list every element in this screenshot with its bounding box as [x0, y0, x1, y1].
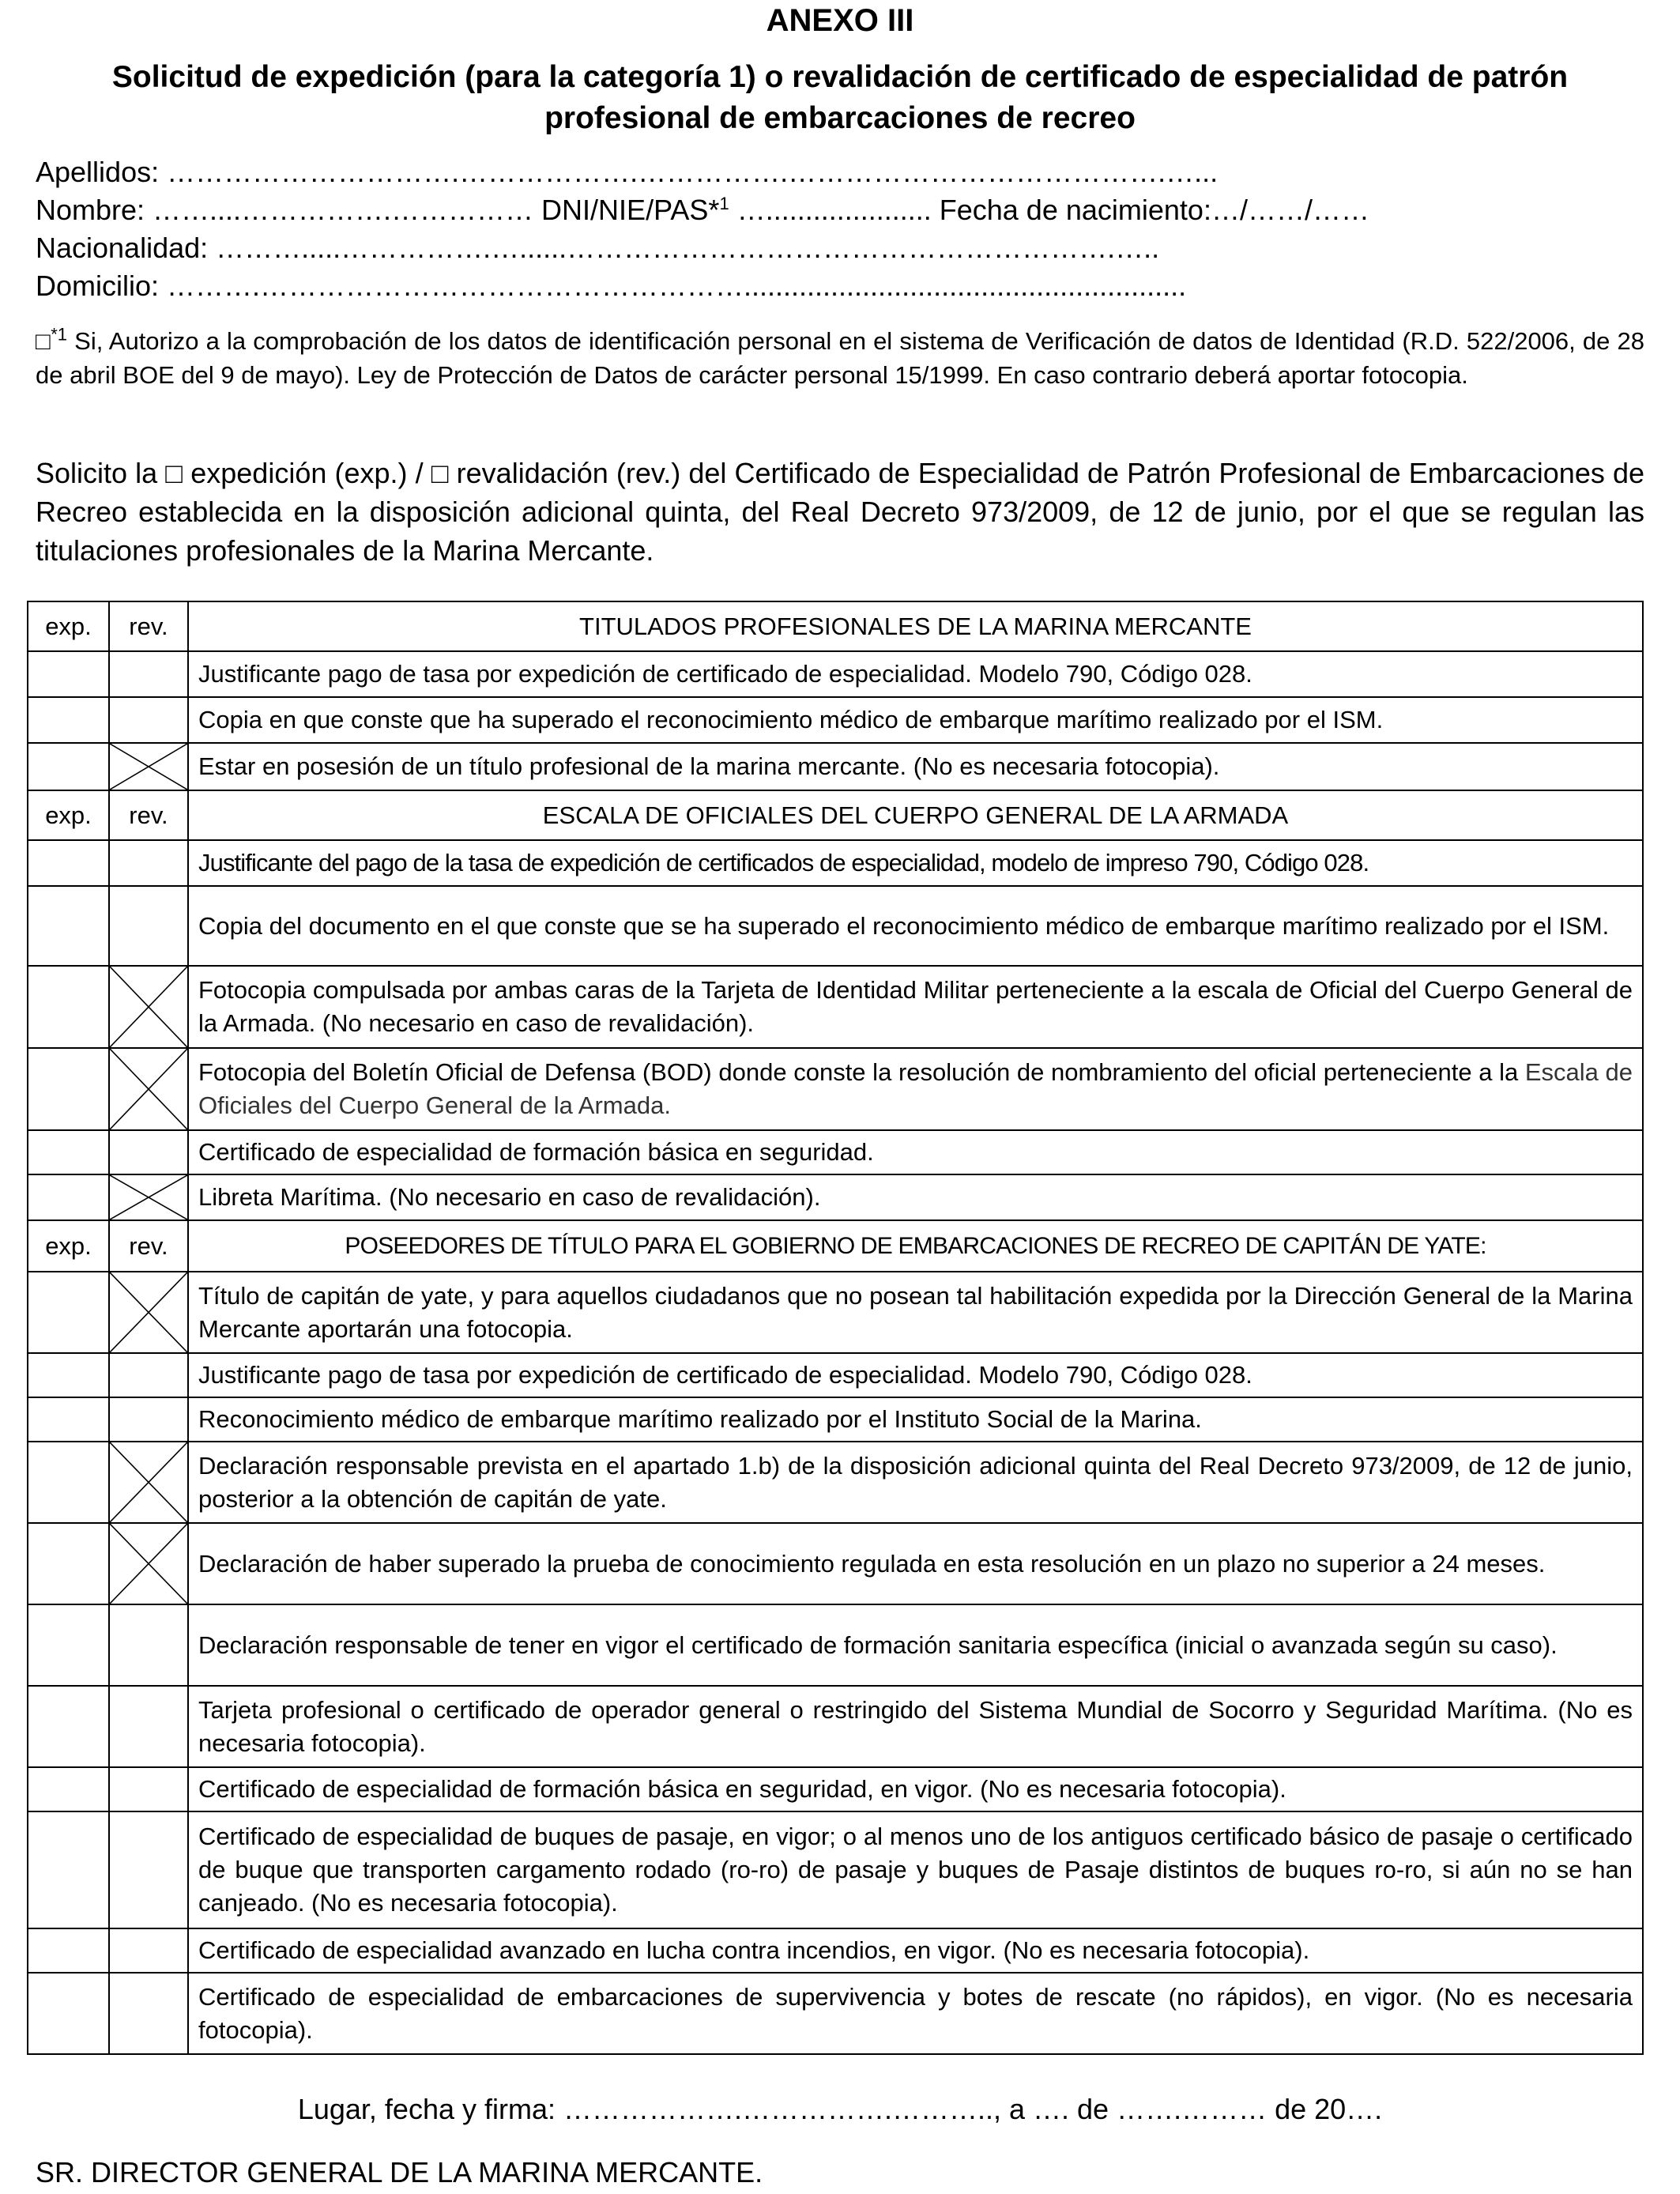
exp-checkbox[interactable]	[28, 886, 109, 966]
requirement-text: Justificante del pago de la tasa de expedición de certificados de especialidad, modelo de impreso 790, Código 028.	[188, 840, 1643, 886]
col-exp-label: exp.	[28, 790, 109, 840]
domicilio-field[interactable]: Domicilio: ……….……………………………………………........................................................	[36, 270, 1187, 302]
requirement-text: Copia en que conste que ha superado el reconocimiento médico de embarque marítimo realizado por el ISM.	[188, 697, 1643, 743]
requirement-text: Certificado de especialidad de formación básica en seguridad.	[188, 1130, 1643, 1174]
table-row	[28, 1928, 1643, 1973]
apellidos-field[interactable]: Apellidos: ………………………….……………….…………….………………………………….…...	[36, 156, 1219, 188]
addressee: SR. DIRECTOR GENERAL DE LA MARINA MERCANTE.	[36, 2156, 763, 2188]
consent-text: Si, Autorizo a la comprobación de los datos de identificación personal en el sistema de Verificación de datos de Identidad (R.D. 522/2006, de 28 de abril BOE del 9 de mayo). Ley de Protección de Datos de carácter personal 15/1999. En caso contrario deberá aportar fotocopia.	[36, 327, 1644, 389]
cross-out-icon	[110, 967, 187, 1047]
exp-checkbox[interactable]	[28, 1353, 109, 1397]
personal-data-fields	[36, 153, 1369, 305]
cross-out-icon	[110, 1175, 187, 1220]
table-row	[28, 1686, 1643, 1767]
requirement-text: Reconocimiento médico de embarque marítimo realizado por el Instituto Social de la Marina.	[188, 1397, 1643, 1442]
table-row	[28, 1442, 1643, 1523]
exp-checkbox[interactable]	[28, 1442, 109, 1523]
table-row	[28, 1973, 1643, 2054]
rev-crossed-out-cell	[109, 966, 188, 1048]
table-row	[28, 966, 1643, 1048]
requirement-text: Libreta Marítima. (No necesario en caso de revalidación).	[188, 1174, 1643, 1220]
place-date-signature-line[interactable]: Lugar, fecha y firma: ……………….…………….……….., a …. de …….……… de 20….	[297, 2093, 1383, 2125]
exp-checkbox[interactable]	[28, 1523, 109, 1604]
exp-checkbox[interactable]	[28, 743, 109, 790]
rev-checkbox[interactable]	[109, 1973, 188, 2054]
table-row	[28, 1174, 1643, 1220]
rev-checkbox[interactable]	[109, 886, 188, 966]
footnote-ref: 1	[719, 194, 729, 213]
section-header-row	[28, 1220, 1643, 1272]
exp-checkbox[interactable]	[28, 1686, 109, 1767]
table-row	[28, 1811, 1643, 1928]
rev-checkbox[interactable]	[109, 697, 188, 743]
exp-checkbox[interactable]	[28, 651, 109, 697]
table-row	[28, 1397, 1643, 1442]
requirement-text: Tarjeta profesional o certificado de operador general o restringido del Sistema Mundial de Socorro y Seguridad Marítima. (No es necesaria fotocopia).	[188, 1686, 1643, 1767]
rev-crossed-out-cell	[109, 1523, 188, 1604]
requirement-text: Declaración responsable de tener en vigor el certificado de formación sanitaria específica (inicial o avanzada según su caso).	[188, 1604, 1643, 1686]
col-rev-label: rev.	[109, 601, 188, 651]
requirement-text: Estar en posesión de un título profesional de la marina mercante. (No es necesaria fotocopia).	[188, 743, 1643, 790]
table-row	[28, 1604, 1643, 1686]
requirement-text: Certificado de especialidad de formación básica en seguridad, en vigor. (No es necesaria fotocopia).	[188, 1767, 1643, 1811]
col-rev-label: rev.	[109, 790, 188, 840]
cross-out-icon	[110, 1524, 187, 1604]
requirement-text: Certificado de especialidad de embarcaciones de supervivencia y botes de rescate (no rápidos), en vigor. (No es necesaria fotocopia).	[188, 1973, 1643, 2054]
exp-checkbox[interactable]	[28, 1811, 109, 1928]
consent-paragraph	[36, 324, 1644, 392]
cross-out-icon	[110, 1442, 187, 1522]
exp-checkbox[interactable]	[28, 1604, 109, 1686]
cross-out-icon	[110, 1272, 187, 1352]
exp-checkbox[interactable]	[28, 840, 109, 886]
col-exp-label: exp.	[28, 1220, 109, 1272]
consent-footnote-mark: *1	[51, 324, 68, 345]
table-row	[28, 1767, 1643, 1811]
requirement-text: Copia del documento en el que conste que se ha superado el reconocimiento médico de embarque marítimo realizado por el ISM.	[188, 886, 1643, 966]
form-subtitle: Solicitud de expedición (para la categoría 1) o revalidación de certificado de especialidad de patrón profesional de embarcaciones de recreo	[111, 60, 1569, 135]
nombre-rest: …..................... Fecha de nacimiento:…/……/……	[729, 194, 1369, 226]
exp-checkbox[interactable]	[28, 1928, 109, 1973]
exp-checkbox[interactable]	[28, 1048, 109, 1130]
requirement-text: Justificante pago de tasa por expedición de certificado de especialidad. Modelo 790, Código 028.	[188, 1353, 1643, 1397]
table-row	[28, 743, 1643, 790]
table-row	[28, 1523, 1643, 1604]
rev-crossed-out-cell	[109, 1048, 188, 1130]
rev-checkbox[interactable]	[109, 1811, 188, 1928]
requirement-text: Certificado de especialidad de buques de pasaje, en vigor; o al menos uno de los antiguos certificado básico de pasaje o certificado de buque que transporten cargamento rodado (ro-ro) de pasaje y buques de Pasaje distintos de buques ro-ro, si aún no se han canjeado. (No es necesaria fotocopia).	[188, 1811, 1643, 1928]
rev-crossed-out-cell	[109, 743, 188, 790]
exp-checkbox[interactable]	[28, 697, 109, 743]
exp-checkbox[interactable]	[28, 1973, 109, 2054]
cross-out-icon	[110, 744, 187, 790]
exp-checkbox[interactable]	[28, 1397, 109, 1442]
nombre-label: Nombre: ……....…………….…………… DNI/NIE/PAS*	[36, 194, 720, 226]
table-row	[28, 886, 1643, 966]
requirement-text: Justificante pago de tasa por expedición de certificado de especialidad. Modelo 790, Código 028.	[188, 651, 1643, 697]
nacionalidad-field[interactable]: Nacionalidad: ……….....…………….…......………………………………………………….…..	[36, 232, 1160, 264]
nombre-dni-birthdate-field[interactable]	[36, 191, 1369, 229]
exp-checkbox[interactable]	[28, 1174, 109, 1220]
requirement-text: Título de capitán de yate, y para aquellos ciudadanos que no posean tal habilitación expedida por la Dirección General de la Marina Mercante aportarán una fotocopia.	[188, 1272, 1643, 1353]
table-row	[28, 651, 1643, 697]
requirement-text-tail: Escala de Oficiales del Cuerpo General de la Armada.	[198, 1058, 1633, 1119]
col-rev-label: rev.	[109, 1220, 188, 1272]
col-exp-label: exp.	[28, 601, 109, 651]
requirement-text: Certificado de especialidad avanzado en lucha contra incendios, en vigor. (No es necesaria fotocopia).	[188, 1928, 1643, 1973]
cross-out-icon	[110, 1049, 187, 1129]
request-paragraph: Solicito la □ expedición (exp.) / □ revalidación (rev.) del Certificado de Especialidad de Patrón Profesional de Embarcaciones de Recreo establecida en la disposición adicional quinta, del Real Decreto 973/2009, de 12 de junio, por el que se regulan las titulaciones profesionales de la Marina Mercante.	[36, 457, 1644, 567]
exp-checkbox[interactable]	[28, 1130, 109, 1174]
table-row	[28, 1353, 1643, 1397]
requirements-table	[27, 601, 1644, 2055]
rev-checkbox[interactable]	[109, 651, 188, 697]
exp-checkbox[interactable]	[28, 1272, 109, 1353]
table-row	[28, 697, 1643, 743]
rev-crossed-out-cell	[109, 1174, 188, 1220]
rev-checkbox[interactable]	[109, 840, 188, 886]
rev-checkbox[interactable]	[109, 1928, 188, 1973]
table-row	[28, 1048, 1643, 1130]
requirement-text: Fotocopia compulsada por ambas caras de la Tarjeta de Identidad Militar perteneciente a la escala de Oficial del Cuerpo General de la Armada. (No necesario en caso de revalidación).	[188, 966, 1643, 1048]
exp-checkbox[interactable]	[28, 966, 109, 1048]
section-header-row	[28, 601, 1643, 651]
rev-checkbox[interactable]	[109, 1130, 188, 1174]
section-title: POSEEDORES DE TÍTULO PARA EL GOBIERNO DE EMBARCACIONES DE RECREO DE CAPITÁN DE YATE:	[188, 1220, 1643, 1272]
table-row	[28, 840, 1643, 886]
exp-checkbox[interactable]	[28, 1767, 109, 1811]
table-row	[28, 1130, 1643, 1174]
rev-crossed-out-cell	[109, 1272, 188, 1353]
rev-checkbox[interactable]	[109, 1686, 188, 1767]
rev-checkbox[interactable]	[109, 1767, 188, 1811]
rev-checkbox[interactable]	[109, 1397, 188, 1442]
rev-checkbox[interactable]	[109, 1353, 188, 1397]
table-row	[28, 1272, 1643, 1353]
rev-crossed-out-cell	[109, 1442, 188, 1523]
rev-checkbox[interactable]	[109, 1604, 188, 1686]
section-title: TITULADOS PROFESIONALES DE LA MARINA MERCANTE	[188, 601, 1643, 651]
requirement-text	[188, 1048, 1643, 1130]
consent-checkbox[interactable]: □	[36, 327, 51, 355]
requirement-text: Declaración de haber superado la prueba de conocimiento regulada en esta resolución en un plazo no superior a 24 meses.	[188, 1523, 1643, 1604]
requirement-text: Declaración responsable prevista en el apartado 1.b) de la disposición adicional quinta del Real Decreto 973/2009, de 12 de junio, posterior a la obtención de capitán de yate.	[188, 1442, 1643, 1523]
annex-title: ANEXO III	[766, 3, 914, 38]
requirement-text-main: Fotocopia del Boletín Oficial de Defensa (BOD) donde conste la resolución de nombramiento del oficial perteneciente a la	[198, 1058, 1525, 1086]
section-header-row	[28, 790, 1643, 840]
section-title: ESCALA DE OFICIALES DEL CUERPO GENERAL DE LA ARMADA	[188, 790, 1643, 840]
